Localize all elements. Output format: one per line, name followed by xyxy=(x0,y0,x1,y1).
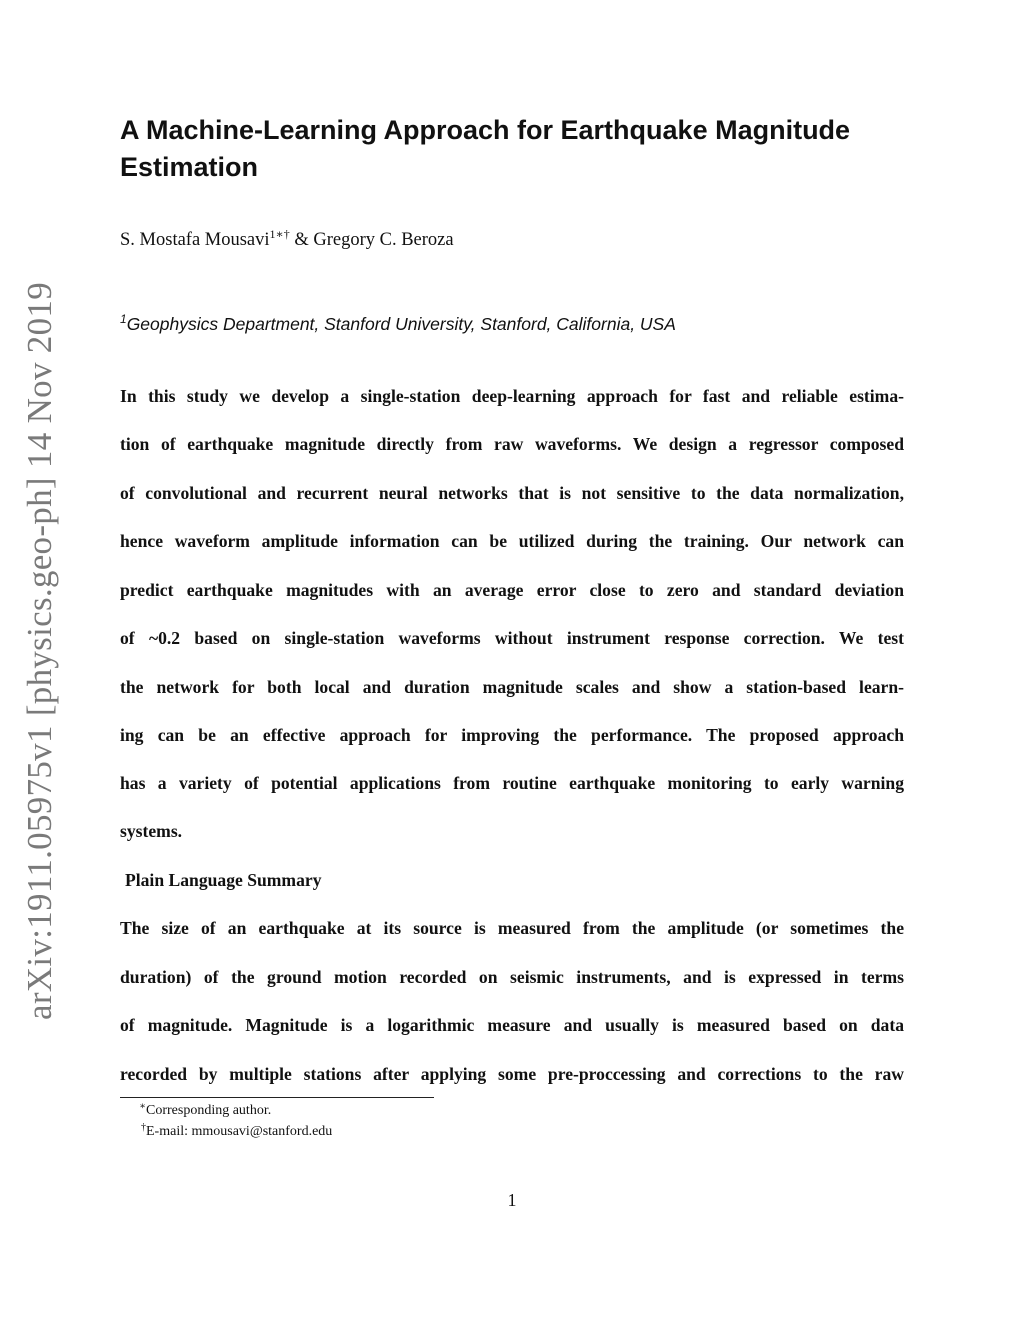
footnote-mark: † xyxy=(141,1122,146,1133)
abstract-line: the network for both local and duration magnitude scales and show a station-based learn- xyxy=(120,677,904,697)
author-name: Gregory C. Beroza xyxy=(313,230,454,250)
page-number: 1 xyxy=(507,1190,517,1210)
abstract-line: In this study we develop a single-station deep-learning approach for fast and reliable estima- xyxy=(120,386,904,406)
abstract-line: of ~0.2 based on single-station waveforms without instrument response correction. We test xyxy=(120,628,904,648)
summary-line: of magnitude. Magnitude is a logarithmic measure and usually is measured based on data xyxy=(120,1015,904,1035)
footnote-text: E-mail: mmousavi@stanford.edu xyxy=(146,1124,333,1139)
summary-line: recorded by multiple stations after applying some pre-proccessing and corrections to the raw xyxy=(120,1064,904,1084)
summary-line: duration) of the ground motion recorded on seismic instruments, and is expressed in terms xyxy=(120,967,904,987)
abstract-line: hence waveform amplitude information can be utilized during the training. Our network can xyxy=(120,531,904,551)
abstract-line: tion of earthquake magnitude directly from raw waveforms. We design a regressor composed xyxy=(120,434,904,454)
author-separator: & xyxy=(289,230,314,250)
affiliation-text: Geophysics Department, Stanford University, Stanford, California, USA xyxy=(126,314,676,334)
abstract-line: ing can be an effective approach for improving the performance. The proposed approach xyxy=(120,725,904,745)
author-affiliation-marks: 1∗† xyxy=(269,227,290,241)
footnote-rule xyxy=(120,1097,434,1098)
footnote-corresponding xyxy=(120,1102,271,1120)
author-name: S. Mostafa Mousavi xyxy=(120,230,270,250)
paper-title: A Machine-Learning Approach for Earthquake Magnitude Estimation xyxy=(120,115,851,182)
footnote-mark: ∗ xyxy=(139,1101,146,1112)
abstract-line: has a variety of potential applications from routine earthquake monitoring to early warning xyxy=(120,773,904,793)
abstract-line: of convolutional and recurrent neural networks that is not sensitive to the data normalization, xyxy=(120,483,904,503)
section-heading: Plain Language Summary xyxy=(125,870,322,890)
footnote-text: Corresponding author. xyxy=(146,1103,272,1118)
footnote-email xyxy=(120,1123,332,1141)
summary-line: The size of an earthquake at its source is measured from the amplitude (or sometimes the xyxy=(120,918,904,938)
abstract-line: predict earthquake magnitudes with an average error close to zero and standard deviation xyxy=(120,580,904,600)
author-list xyxy=(120,226,454,254)
affiliation xyxy=(120,310,676,338)
affiliation-mark: 1 xyxy=(120,312,127,326)
arxiv-identifier-stamp: arXiv:1911.05975v1 [physics.geo-ph] 14 Nov 2019 xyxy=(20,282,59,1020)
abstract-line: systems. xyxy=(120,821,183,841)
